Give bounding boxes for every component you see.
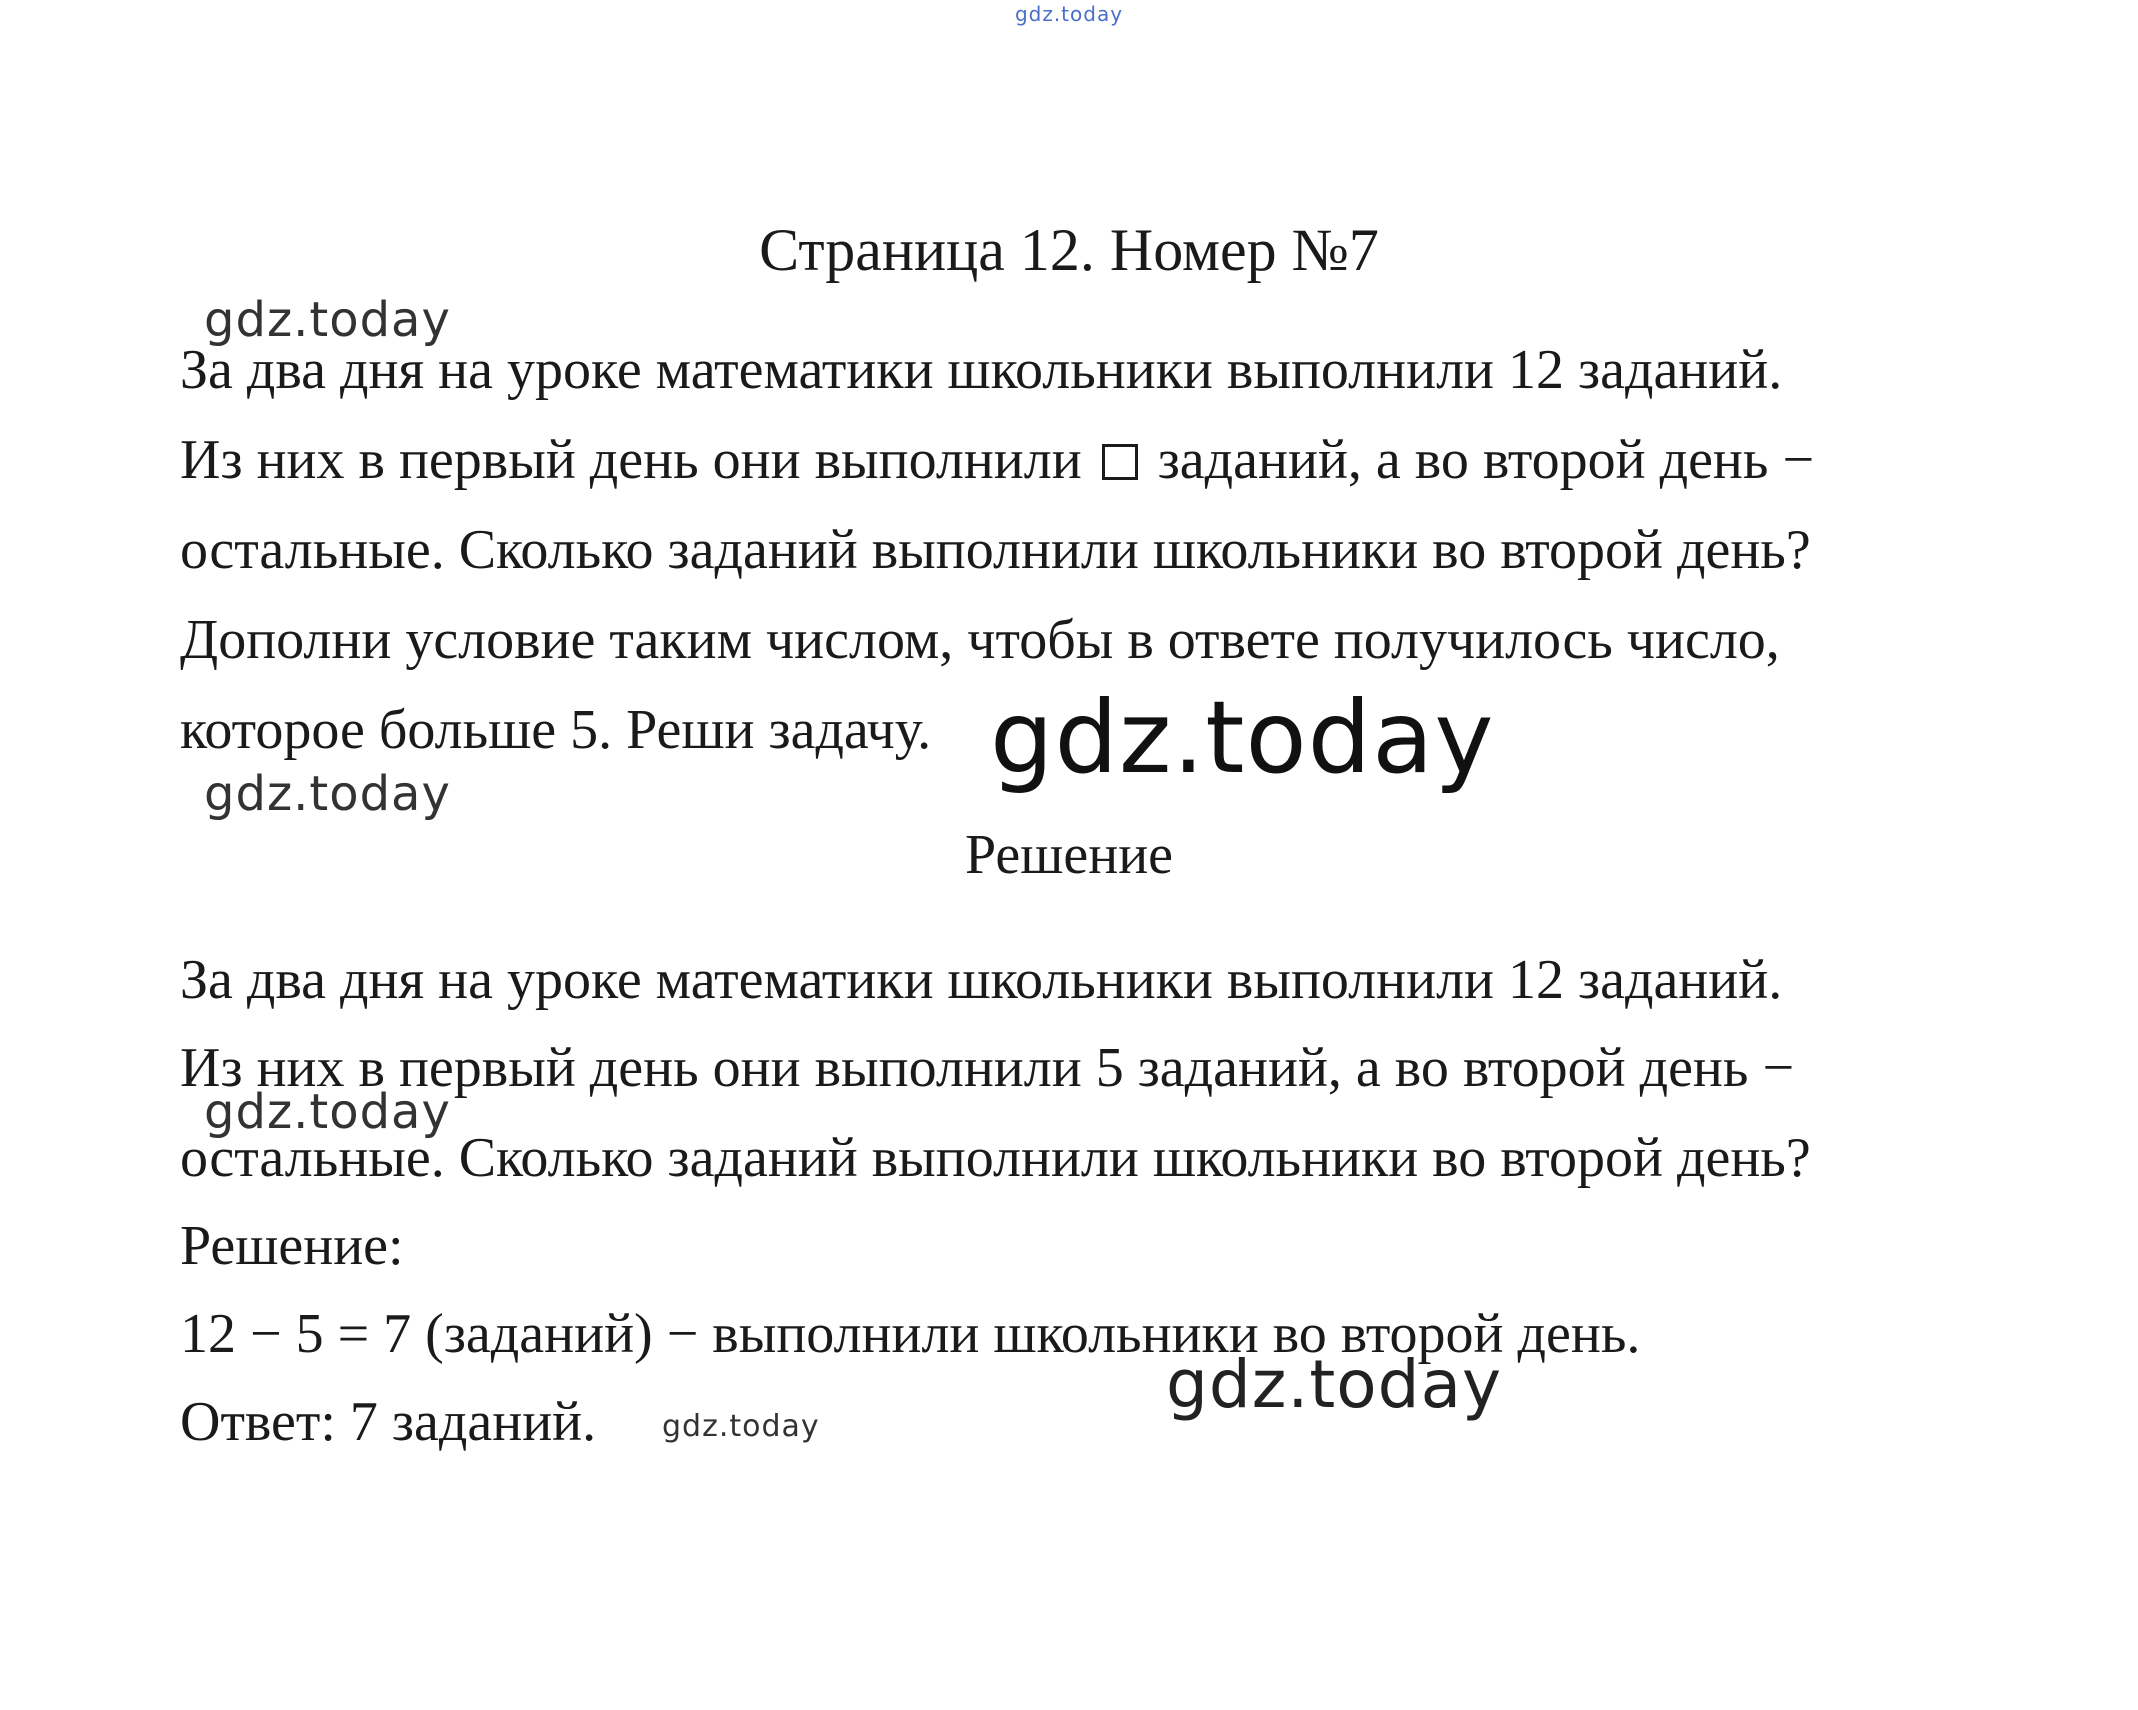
solution-heading: Решение [964, 824, 1174, 886]
problem-line-2-end: заданий, а во второй день − [1157, 429, 1815, 491]
problem-line-1: За два дня на уроке математики школьники выполнили 12 заданий. [180, 339, 1783, 401]
answer-line: Ответ: 7 заданий. [180, 1391, 597, 1453]
blank-box-icon [1102, 444, 1138, 480]
problem-line-4: Дополни условие таким числом, чтобы в ответе получилось число, [180, 609, 1780, 671]
page-title: Страница 12. Номер №7 [759, 217, 1379, 283]
problem-line-5: которое больше 5. Реши задачу. [180, 699, 932, 761]
watermark-1: gdz.today [204, 292, 451, 348]
watermark-3: gdz.today [204, 1084, 451, 1140]
watermark-top: gdz.today [1014, 2, 1124, 26]
watermark-large: gdz.today [990, 679, 1495, 796]
solution-line-3: остальные. Сколько заданий выполнили школьники во второй день? [180, 1127, 1811, 1189]
problem-line-2 [180, 420, 1814, 500]
solution-line-2: Из них в первый день они выполнили 5 заданий, а во второй день − [180, 1037, 1795, 1099]
solution-line-5: 12 − 5 = 7 (заданий) − выполнили школьники во второй день. [180, 1303, 1641, 1365]
solution-line-1: За два дня на уроке математики школьники выполнили 12 заданий. [180, 949, 1783, 1011]
problem-line-3: остальные. Сколько заданий выполнили школьники во второй день? [180, 519, 1811, 581]
watermark-2: gdz.today [204, 766, 451, 822]
watermark-5: gdz.today [662, 1409, 820, 1444]
watermark-4: gdz.today [1166, 1346, 1503, 1423]
solution-line-4: Решение: [180, 1215, 404, 1277]
problem-line-2-start: Из них в первый день они выполнили [180, 429, 1082, 491]
